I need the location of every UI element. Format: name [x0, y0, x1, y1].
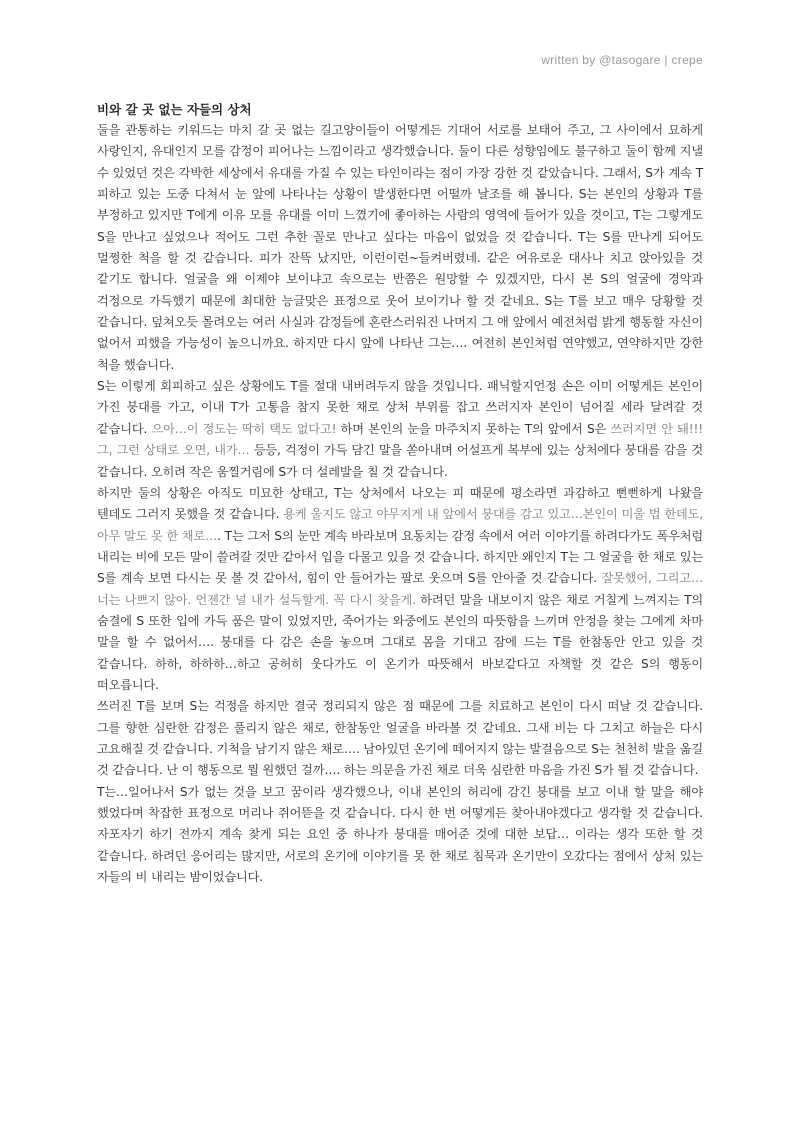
body-text: 쓰러진 T를 보며 S는 걱정을 하지만 결국 정리되지 않은 점 때문에 그를 치료하고 본인이 다시 떠날 것 같습니다. 그를 향한 심란한 감정은 풀리지 않은 채로, 한참동안 얼굴을 바라볼 것 같네요. 그새 비는 다 그치고 하늘은 다시 고요해질 것 같습니다. 기척을 남기지 않은 채로…. 남아있던 온기에 떼어지지 않는 발걸음으로 S는 천천히 발을 옮길 것 같습니다. 난 이 행동으로 뭘 원했던 걸까…. 하는 의문을 가진 채로 더욱 심란한 마음을 가진 S가 될 것 같습니다. — [97, 699, 703, 778]
paragraph-list — [97, 120, 703, 888]
dialogue-text: 잘못했어, 그리고… 너는 나쁘지 않아. 언젠간 널 내가 설득할게. 꼭 다시 찾을게. — [97, 571, 703, 607]
body-text: S는 이렇게 회피하고 싶은 상황에도 T를 절대 내버려두지 않을 것입니다. 패닉할지언정 손은 이미 어떻게든 본인이 가진 붕대를 가고, 이내 T가 고통을 참지 못한 채로 상처 부위를 잡고 쓰러지자 본인이 넘어질 세라 달려갈 것 같습니다. — [97, 379, 703, 436]
body-text: 하려던 말을 내보이지 않은 채로 거칠게 느껴지는 T의 숨결에 S 또한 입에 가득 품은 말이 있었지만, 죽어가는 와중에도 본인의 따뜻함을 느끼며 안정을 찾는 그에게 차마 말을 할 수 없어서…. 붕대를 다 감은 손을 놓으며 그대로 몸을 기대고 잠에 드는 T를 한참동안 안고 있을 것 같습니다. 하하, 하하하…하고 공허히 웃다가도 이 온기가 따뜻해서 바보같다고 자책할 것 같은 S의 행동이 떠오릅니다. — [97, 592, 703, 692]
document-body — [97, 99, 703, 888]
paragraph — [97, 696, 703, 781]
dialogue-text: 으아…이 정도는 딱히 택도 없다고! — [151, 421, 337, 436]
paragraph — [97, 483, 703, 696]
paragraph — [97, 782, 703, 889]
dialogue-text: 용케 울지도 않고 야무지게 내 앞에서 붕대를 감고 있고…본인이 미울 법 한데도, 아무 말도 못 한 채로… — [97, 507, 703, 543]
body-text: 둘을 관통하는 키워드는 마치 갈 곳 없는 길고양이들이 어떻게든 기대어 서로를 보태어 주고, 그 사이에서 묘하게 사랑인지, 유대인지 모를 감정이 피어나는 느낌이라고 생각했습니다. 둘이 다른 성향임에도 불구하고 둘이 함께 지낼 수 있었던 것은 각박한 세상에서 유대를 가질 수 있는 타인이라는 점이 가장 강한 것 같았습니다. 그래서, S가 계속 T 피하고 있는 도중 다쳐서 눈 앞에 나타나는 상황이 발생한다면 어떨까 날조를 해 봅니다. S는 본인의 상황과 T를 부정하고 있지만 T에게 이유 모를 유대를 이미 느꼈기에 좋아하는 사람의 영역에 들어가 있을 것이고, T는 그렇게도 S을 만나고 싶었으나 적어도 그런 추한 꼴로 만나고 싶다는 마음이 없었을 것 같습니다. T는 S를 만나게 되어도 멀쩡한 척을 할 것 같습니다. 피가 잔뜩 났지만, 이런이런~들켜버렸네. 같은 여유로운 대사나 치고 앉아있을 것 같기도 합니다. 얼굴을 왜 이제야 보이냐고 속으로는 반쯤은 원망할 수 있겠지만, 다시 본 S의 얼굴에 경악과 걱정으로 가득했기 때문에 최대한 능글맞은 표정으로 웃어 보이기나 할 것 같네요. S는 T를 보고 매우 당황할 것 같습니다. 덮쳐오듯 몰려오는 여러 사실과 감정들에 혼란스러워진 나머지 그 애 앞에서 예전처럼 밝게 행동할 자신이 없어서 피했을 가능성이 높으니까요. 하지만 다시 앞에 나타난 그는…. 여전히 본인처럼 연약했고, 연약하지만 강한 척을 했습니다. — [97, 123, 703, 372]
author-credit: written by @tasogare | crepe — [541, 53, 703, 67]
paragraph — [97, 120, 703, 376]
dialogue-text: 쓰러지면 안 돼!!! 그, 그런 상태로 오면, 내가… — [97, 421, 703, 458]
body-text: 하지만 둘의 상황은 아직도 미묘한 상태고, T는 상처에서 나오는 피 때문에 평소라면 과감하고 뻔뻔하게 나왔을 텐데도 그러지 못했을 것 같습니다. — [97, 485, 703, 522]
body-text: T는…일어나서 S가 없는 것을 보고 꿈이라 생각했으나, 이내 본인의 허리에 감긴 붕대를 보고 이내 할 말을 해야 했었다며 착잡한 표정으로 머리나 쥐어뜯을 것 같습니다. 다시 한 번 어떻게든 찾아내야겠다고 생각할 것 같습니다. 자포자기 하기 전까지 계속 찾게 되는 요인 중 하나가 붕대를 매어준 것에 대한 보답… 이라는 생각 또한 할 것 같습니다. 하려던 응어리는 많지만, 서로의 온기에 이야기를 못 한 채로 침묵과 온기만이 오갔다는 점에서 상처 있는 자들의 비 내리는 밤이었습니다. — [97, 784, 703, 885]
paragraph — [97, 376, 703, 483]
body-text: 등등, 걱정이 가득 담긴 말을 쏟아내며 어설프게 복부에 있는 상처에다 붕대를 감을 것 같습니다. 오히려 작은 움찔거림에 S가 더 설레발을 칠 것 같습니다. — [97, 443, 703, 479]
body-text: 하며 본인의 눈을 마주치지 못하는 T의 앞에서 S은 — [336, 421, 611, 436]
document-title: 비와 갈 곳 없는 자들의 상처 — [97, 102, 252, 117]
body-text: . T는 그저 S의 눈만 계속 바라보며 요동치는 감정 속에서 여러 이야기를 하려다가도 폭우처럼 내리는 비에 모든 말이 쓸려갈 것만 같아서 입을 다물고 있을 것 같습니다. 하지만 왜인지 T는 그 얼굴을 한 채로 있는 S를 계속 보면 다시는 못 볼 것 같아서, 힘이 안 들어가는 팔로 웃으며 S를 안아줄 것 같습니다. — [97, 528, 704, 586]
